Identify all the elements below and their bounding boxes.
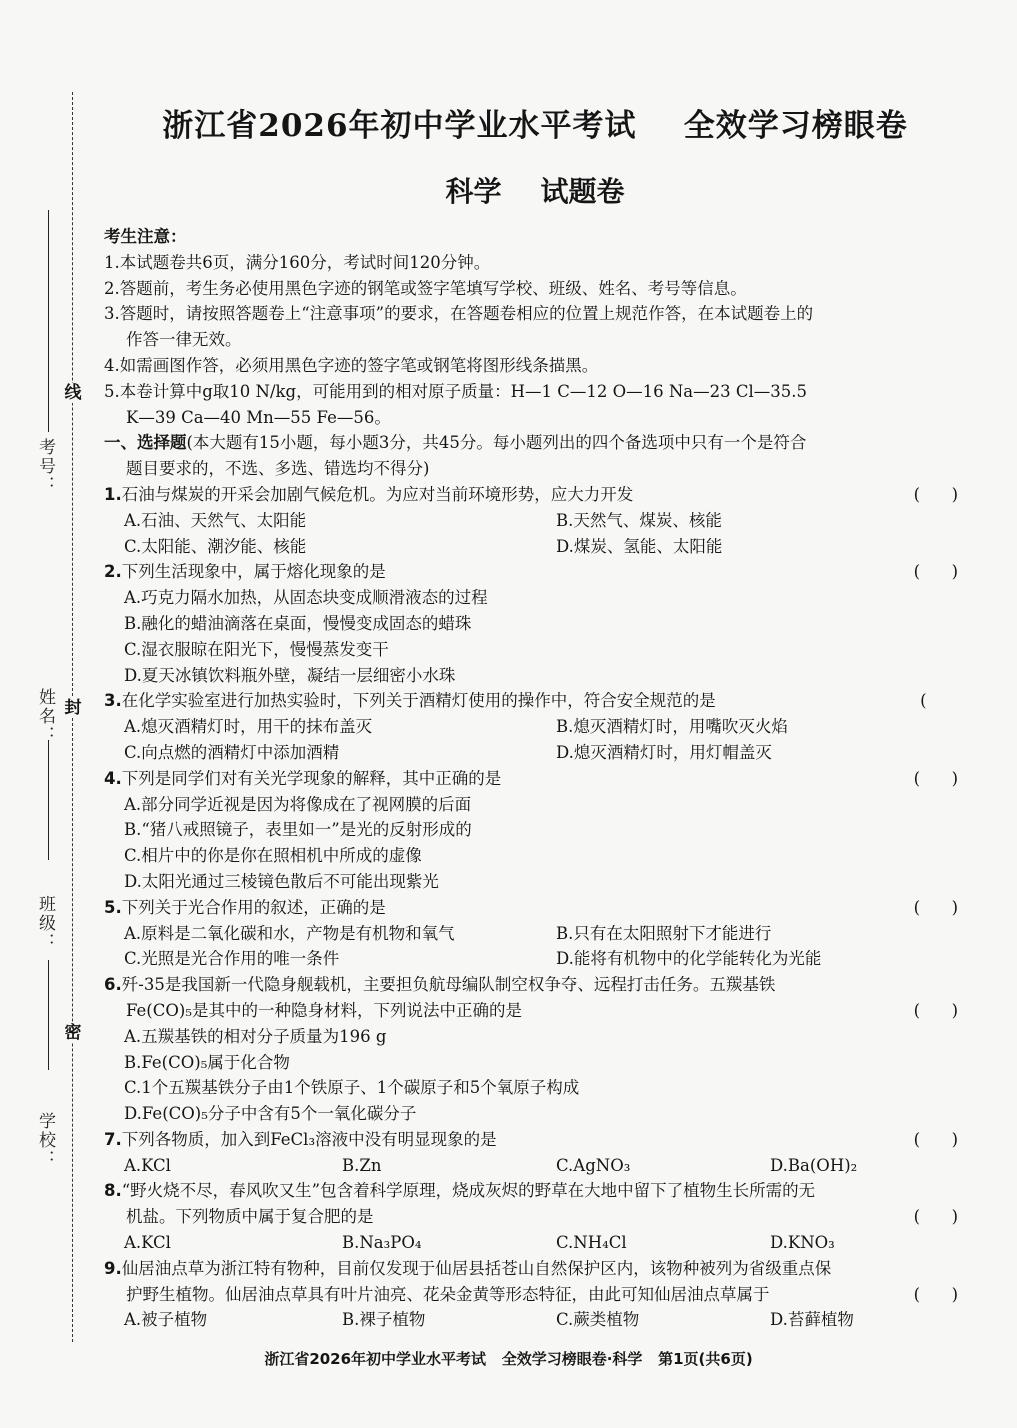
answer-parentheses[interactable]: ( ) xyxy=(913,1000,958,1020)
option-d: D.能将有机物中的化学能转化为光能 xyxy=(556,949,822,969)
exam-subtitle: 科学 试题卷 xyxy=(445,175,625,208)
seal-char-secret: 密 xyxy=(64,1023,82,1043)
option-d: D.太阳光通过三棱镜色散后不可能出现紫光 xyxy=(124,871,439,891)
question-text: 下列各物质，加入到FeCl₃溶液中没有明显现象的是 xyxy=(121,1129,497,1149)
option-d: D.夏天冰镇饮料瓶外壁，凝结一层细密小水珠 xyxy=(124,665,456,685)
exam-number-blank[interactable] xyxy=(48,210,49,432)
option-a: A.部分同学近视是因为将像成在了视网膜的后面 xyxy=(124,794,472,814)
option-b: B.“猪八戒照镜子，表里如一”是光的反射形成的 xyxy=(124,820,472,840)
answer-parentheses[interactable]: ( ) xyxy=(913,1284,958,1304)
question-1-options xyxy=(104,508,966,560)
question-5-options xyxy=(104,921,966,973)
question-4-options xyxy=(104,792,966,895)
name-label: 姓名： xyxy=(35,688,55,745)
exam-title: 浙江省2026年初中学业水平考试 全效学习榜眼卷 xyxy=(162,108,908,144)
question-6-cont xyxy=(104,998,966,1024)
option-a: A.KCl xyxy=(124,1233,171,1253)
option-b: B.融化的蜡油滴落在桌面，慢慢变成固态的蜡珠 xyxy=(124,613,472,633)
option-c: C.光照是光合作用的唯一条件 xyxy=(124,949,340,969)
option-b: B.裸子植物 xyxy=(342,1310,426,1330)
question-text: 下列关于光合作用的叙述，正确的是 xyxy=(121,897,386,917)
option-a: A.被子植物 xyxy=(124,1310,208,1330)
option-c: C.蕨类植物 xyxy=(556,1310,640,1330)
option-c: C.湿衣服晾在阳光下，慢慢蒸发变干 xyxy=(124,639,389,659)
notice-item: 2.答题前，考生务必使用黑色字迹的钢笔或签字笔填写学校、班级、姓名、考号等信息。 xyxy=(104,278,747,298)
option-d: D.Ba(OH)₂ xyxy=(770,1155,858,1175)
answer-parentheses[interactable]: ( xyxy=(920,691,958,711)
seal-char-line: 线 xyxy=(64,383,82,403)
option-b: B.天然气、煤炭、核能 xyxy=(556,510,722,530)
answer-parentheses[interactable]: ( ) xyxy=(913,768,958,788)
question-9-cont xyxy=(104,1282,966,1308)
question-5 xyxy=(104,895,966,921)
question-7 xyxy=(104,1127,966,1153)
question-number: 4. xyxy=(104,768,122,788)
question-6 xyxy=(104,972,966,998)
option-b: B.Na₃PO₄ xyxy=(342,1233,422,1253)
option-a: A.熄灭酒精灯时，用干的抹布盖灭 xyxy=(124,717,373,737)
question-7-options xyxy=(104,1153,966,1179)
question-6-options xyxy=(104,1024,966,1127)
option-b: B.Zn xyxy=(342,1155,382,1175)
question-3 xyxy=(104,688,966,714)
question-text: 仙居油点草为浙江特有物种，目前仅发现于仙居县括苍山自然保护区内，该物种被列为省级重点保 xyxy=(121,1258,832,1278)
question-text-cont: Fe(CO)₅是其中的一种隐身材料，下列说法中正确的是 xyxy=(126,1000,522,1020)
question-number: 5. xyxy=(104,897,122,917)
exam-number-label: 考号： xyxy=(35,438,55,495)
option-a: A.石油、天然气、太阳能 xyxy=(124,510,307,530)
page-footer: 浙江省2026年初中学业水平考试 全效学习榜眼卷·科学 第1页(共6页) xyxy=(264,1350,753,1368)
option-c: C.NH₄Cl xyxy=(556,1233,627,1253)
question-number: 2. xyxy=(104,562,122,582)
question-8-cont xyxy=(104,1204,966,1230)
option-c: C.向点燃的酒精灯中添加酒精 xyxy=(124,742,340,762)
option-a: A.巧克力隔水加热，从固态块变成顺滑液态的过程 xyxy=(124,588,488,608)
section-desc-cont: 题目要求的，不选、多选、错选均不得分) xyxy=(126,459,430,479)
option-d: D.煤炭、氢能、太阳能 xyxy=(556,536,723,556)
class-label: 班级： xyxy=(35,895,55,952)
question-8 xyxy=(104,1178,966,1204)
question-text: “野火烧不尽，春风吹又生”包含着科学原理，烧成灰烬的野草在大地中留下了植物生长所需的无 xyxy=(121,1181,816,1201)
option-d: D.苔藓植物 xyxy=(770,1310,854,1330)
option-c: C.AgNO₃ xyxy=(556,1155,631,1175)
class-blank[interactable] xyxy=(48,960,49,1070)
option-c: C.1个五羰基铁分子由1个铁原子、1个碳原子和5个氧原子构成 xyxy=(124,1078,580,1098)
section-title: 一、选择题 xyxy=(104,433,187,453)
notice-item: 3.答题时，请按照答题卷上“注意事项”的要求，在答题卷相应的位置上规范作答，在本试题卷上的 xyxy=(104,304,814,324)
question-3-options xyxy=(104,714,966,766)
question-2 xyxy=(104,559,966,585)
answer-parentheses[interactable]: ( ) xyxy=(913,562,958,582)
question-number: 9. xyxy=(104,1258,122,1278)
question-text: 下列是同学们对有关光学现象的解释，其中正确的是 xyxy=(121,768,502,788)
notice-item: 5.本卷计算中g取10 N/kg，可能用到的相对原子质量：H—1 C—12 O—16 Na—23 Cl—35.5 xyxy=(104,381,808,401)
option-b: B.熄灭酒精灯时，用嘴吹灭火焰 xyxy=(556,717,788,737)
option-b: B.只有在太阳照射下才能进行 xyxy=(556,923,772,943)
question-text: 歼-35是我国新一代隐身舰载机，主要担负航母编队制空权争夺、远程打击任务。五羰基铁 xyxy=(121,975,776,995)
question-text-cont: 护野生植物。仙居油点草具有叶片油亮、花朵金黄等形态特征，由此可知仙居油点草属于 xyxy=(126,1284,770,1304)
option-a: A.原料是二氧化碳和水，产物是有机物和氧气 xyxy=(124,923,455,943)
option-b: B.Fe(CO)₅属于化合物 xyxy=(124,1052,290,1072)
option-d: D.熄灭酒精灯时，用灯帽盖灭 xyxy=(556,742,772,762)
option-a: A.KCl xyxy=(124,1155,171,1175)
notice-item: 4.如需画图作答，必须用黑色字迹的签字笔或钢笔将图形线条描黑。 xyxy=(104,355,599,375)
question-number: 1. xyxy=(104,484,122,504)
question-2-options xyxy=(104,585,966,688)
exam-content xyxy=(104,224,966,1333)
question-text: 石油与煤炭的开采会加剧气候危机。为应对当前环境形势，应大力开发 xyxy=(121,484,634,504)
question-number: 3. xyxy=(104,691,122,711)
answer-parentheses[interactable]: ( ) xyxy=(913,1207,958,1227)
notice-item: 1.本试题卷共6页，满分160分，考试时间120分钟。 xyxy=(104,252,491,272)
question-number: 6. xyxy=(104,975,122,995)
question-number: 8. xyxy=(104,1181,122,1201)
question-text: 下列生活现象中，属于熔化现象的是 xyxy=(121,562,386,582)
binding-margin xyxy=(0,0,90,1428)
answer-parentheses[interactable]: ( ) xyxy=(913,484,958,504)
option-a: A.五羰基铁的相对分子质量为196 g xyxy=(124,1026,387,1046)
option-d: D.Fe(CO)₅分子中含有5个一氧化碳分子 xyxy=(124,1104,417,1124)
notice-heading: 考生注意： xyxy=(104,227,187,246)
question-8-options xyxy=(104,1230,966,1256)
question-1 xyxy=(104,482,966,508)
option-d: D.KNO₃ xyxy=(770,1233,835,1253)
notice-item: K—39 Ca—40 Mn—55 Fe—56。 xyxy=(126,407,391,427)
section-desc: (本大题有15小题，每小题3分，共45分。每小题列出的四个备选项中只有一个是符合 xyxy=(186,433,807,453)
name-blank[interactable] xyxy=(48,740,49,860)
notice-item: 作答一律无效。 xyxy=(126,330,242,350)
question-text: 在化学实验室进行加热实验时，下列关于酒精灯使用的操作中，符合安全规范的是 xyxy=(121,691,716,711)
question-9-options xyxy=(104,1307,966,1333)
answer-parentheses[interactable]: ( ) xyxy=(913,897,958,917)
answer-parentheses[interactable]: ( ) xyxy=(913,1129,958,1149)
question-9 xyxy=(104,1256,966,1282)
option-c: C.太阳能、潮汐能、核能 xyxy=(124,536,307,556)
question-number: 7. xyxy=(104,1129,122,1149)
question-4 xyxy=(104,766,966,792)
option-c: C.相片中的你是你在照相机中所成的虚像 xyxy=(124,846,422,866)
school-label: 学校： xyxy=(35,1112,55,1169)
seal-char-seal: 封 xyxy=(64,698,82,718)
question-text-cont: 机盐。下列物质中属于复合肥的是 xyxy=(126,1207,374,1227)
section-heading xyxy=(104,430,966,456)
